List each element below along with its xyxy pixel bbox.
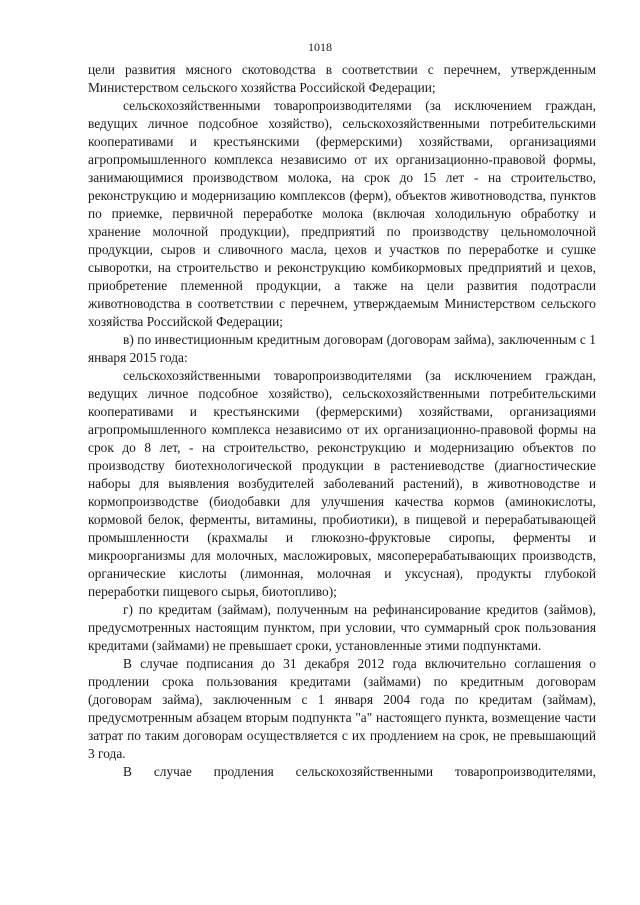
paragraph: В случае подписания до 31 декабря 2012 года включительно соглашения о продлении срока пользования кредитами (займами) по кредитным договорам (договорам займа), заключенным с 1 января 2004 года по кредитам (займам), предусмотренным абзацем вторым подпункта "а" настоящего пункта, возмещение части затрат по таким договорам осуществляется с их продлением на срок, не превышающий 3 года.	[88, 656, 596, 761]
page-number: 1018	[308, 40, 332, 54]
paragraph: сельскохозяйственными товаропроизводителями (за исключением граждан, ведущих личное подсобное хозяйство), сельскохозяйственными потребительскими кооперативами и крестьянскими (фермерскими) хозяйствами, организациями агропромышленного комплекса независимо от их организационно-правовой формы, занимающимися производством молока, на срок до 15 лет - на строительство, реконструкцию и модернизацию комплексов (ферм), объектов животноводства, пунктов по приемке, первичной переработке молока (включая холодильную обработку и хранение молочной продукции), предприятий по производству цельномолочной продукции, сыров и сливочного масла, цехов и участков по переработке и сушке сыворотки, на строительство и реконструкцию комбикормовых предприятий и цехов, приобретение племенной продукции, а также на цели развития подотрасли животноводства в соответствии с перечнем, утверждаемым Министерством сельского хозяйства Российской Федерации;	[88, 98, 596, 329]
paragraph: В случае продления сельскохозяйственными товаропроизводителями,	[123, 764, 596, 779]
paragraph: цели развития мясного скотоводства в соответствии с перечнем, утвержденным Министерством сельского хозяйства Российской Федерации;	[88, 62, 596, 95]
paragraph: г) по кредитам (займам), полученным на рефинансирование кредитов (займов), предусмотренных настоящим пунктом, при условии, что суммарный срок пользования кредитами (займами) не превышает сроки, установленные этими подпунктами.	[88, 602, 596, 653]
paragraph: в) по инвестиционным кредитным договорам (договорам займа), заключенным с 1 января 2015 года:	[88, 332, 596, 365]
document-body	[88, 61, 596, 781]
paragraph: сельскохозяйственными товаропроизводителями (за исключением граждан, ведущих личное подсобное хозяйство), сельскохозяйственными потребительскими кооперативами и крестьянскими (фермерскими) хозяйствами, организациями агропромышленного комплекса независимо от их организационно-правовой формы на срок до 8 лет, - на строительство, реконструкцию и модернизацию объектов по производству биотехнологической продукции в растениеводстве (диагностические наборы для выявления возбудителей заболеваний растений), в животноводстве и кормопроизводстве (биодобавки для улучшения качества кормов (аминокислоты, кормовой белок, ферменты, витамины, пробиотики), в пищевой и перерабатывающей промышленности (крахмалы и глюкозно-фруктовые сиропы, ферменты и микроорганизмы для молочных, масложировых, мясоперерабатывающих производств, органические кислоты (лимонная, молочная и уксусная), продукты глубокой переработки пищевого сырья, биотопливо);	[88, 368, 596, 599]
